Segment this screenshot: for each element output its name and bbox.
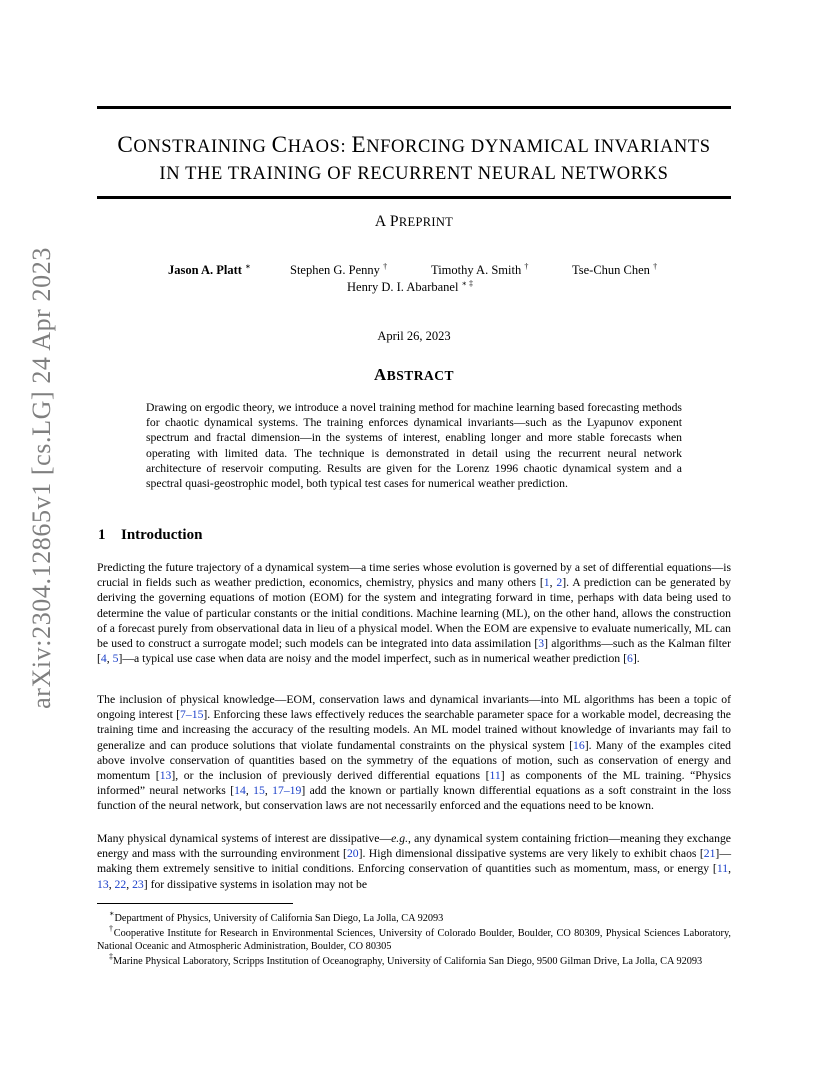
citation-link[interactable]: 22 <box>114 877 127 891</box>
abstract-heading: ABSTRACT <box>374 365 454 384</box>
author-1-marks: ∗ <box>245 262 251 271</box>
citation-link[interactable]: 23 <box>132 877 144 891</box>
author-4-marks: † <box>653 262 658 271</box>
author-3-marks: † <box>524 262 529 271</box>
citation-link[interactable]: 4 <box>100 652 107 666</box>
footnote-3-mark: ‡ <box>109 952 113 961</box>
intro-paragraph-3: Many physical dynamical systems of interest are dissipative—e.g., any dynamical system containing friction—meaning they exchange energy and mass with the surrounding environment [20]. High dimensional dissipative systems are very likely to exhibit chaos [21]—making them extremely sensitive to initial conditions. Enforcing conservation of quantities such as momentum, mass, or energy [11, 13, 22, 23] for dissipative systems in isolation may not be <box>97 832 732 891</box>
abstract-text: Drawing on ergodic theory, we introduce a novel training method for machine learning based forecasting methods for chaotic dynamical systems. The training enforces dynamical invariants—such as the Lyapunov exponent spectrum and fractal dimension—in the systems of interest, enabling longer and more stable forecasts when operating with limited data. The technique is demonstrated in detail using the recurrent neural network architecture of reservoir computing. Results are given for the Lorenz 1996 chaotic dynamical system and a spectral quasi-geostrophic model, both typical test cases for numerical weather prediction. <box>146 401 682 491</box>
footnote-3 <box>97 950 731 968</box>
footnote-rule <box>97 903 293 904</box>
footnote-1-text: Department of Physics, University of California San Diego, La Jolla, CA 92093 <box>114 913 444 924</box>
title-line-2: IN THE TRAINING OF RECURRENT NEURAL NETWORKS <box>159 164 669 184</box>
section-number: 1 <box>98 527 106 543</box>
author-1 <box>168 258 251 279</box>
footnote-2-text: Cooperative Institute for Research in Environmental Sciences, University of Colorado Boulder, Boulder, CO 80309, Physical Sciences Laboratory, National Oceanic and Atmospheric Administration, Boulder, CO 80305 <box>97 928 731 952</box>
citation-link[interactable]: 7–15 <box>180 708 204 722</box>
author-1-name: Jason A. Platt <box>168 263 242 277</box>
citation-link[interactable]: 14 <box>234 784 246 798</box>
title-line-1: CONSTRAINING CHAOS: ENFORCING DYNAMICAL INVARIANTS <box>117 132 711 158</box>
author-5-marks: ∗ ‡ <box>461 279 473 288</box>
author-4-name: Tse-Chun Chen <box>572 263 650 277</box>
citation-link[interactable]: 3 <box>538 637 545 651</box>
citation-link[interactable]: 2 <box>556 576 563 590</box>
title-top-rule <box>97 106 731 109</box>
section-heading <box>98 527 202 544</box>
emphasis-text: e.g. <box>391 832 408 845</box>
author-5-name: Henry D. I. Abarbanel <box>347 280 459 294</box>
citation-link[interactable]: 13 <box>97 877 109 891</box>
footnote-3-text: Marine Physical Laboratory, Scripps Institution of Oceanography, University of California San Diego, 9500 Gilman Drive, La Jolla, CA 92093 <box>113 956 703 967</box>
footnote-2 <box>97 922 731 953</box>
citation-link[interactable]: 21 <box>703 847 716 861</box>
citation-link[interactable]: 11 <box>489 769 501 783</box>
publication-date: April 26, 2023 <box>377 329 451 343</box>
author-5 <box>347 275 473 296</box>
intro-paragraph-2: The inclusion of physical knowledge—EOM, conservation laws and dynamical invariants—into ML algorithms has been a topic of ongoing interest [7–15]. Enforcing these laws effectively reduces the searchable parameter space for a workable model, decreasing the training time and increasing the accuracy of the resulting models. An ML model trained without knowledge of invariants may fail to generalize and can produce solutions that violate fundamental constraints on the physical system [16]. Many of the examples cited above involve conservation of quantities based on the symmetry of the equations of motion, such as conservation of energy and momentum [13], or the inclusion of previously derived differential equations [11] as components of the ML training. “Physics informed” neural networks [14, 15, 17–19] add the known or partially known differential equations as a soft constraint in the loss function of the neural network, but conservation laws are not necessarily enforced and the equations need to be known. <box>97 693 732 813</box>
author-4 <box>572 258 657 279</box>
section-title: Introduction <box>121 527 203 543</box>
preprint-label: A PREPRINT <box>374 213 454 230</box>
intro-paragraph-1: Predicting the future trajectory of a dynamical system—a time series whose evolution is governed by a set of differential equations—is crucial in fields such as weather prediction, economics, chemistry, physics and many others [1, 2]. A prediction can be generated by deriving the governing equations of motion (EOM) for the system and integrating forward in time, perhaps with data being used to determine the value of particular constants or the initial conditions. Machine learning (ML), on the other hand, allows the construction of a forecast purely from observational data in lieu of a physical model. When the EOM are expensive to evaluate numerically, ML can be used to construct a surrogate model; such models can be integrated into data assimilation [3] algorithms—such as the Kalman filter [4, 5]—a typical use case when data are noisy and the model imperfect, such as in numerical weather prediction [6]. <box>97 561 731 666</box>
title-bottom-rule <box>97 196 731 199</box>
citation-link[interactable]: 5 <box>112 652 119 666</box>
author-2-marks: † <box>383 262 388 271</box>
author-3-name: Timothy A. Smith <box>431 263 522 277</box>
author-2-name: Stephen G. Penny <box>290 263 380 277</box>
citation-link[interactable]: 6 <box>626 652 633 666</box>
footnote-2-mark: † <box>109 924 114 933</box>
citation-link[interactable]: 11 <box>716 862 729 876</box>
citation-link[interactable]: 16 <box>573 738 585 752</box>
citation-link[interactable]: 17–19 <box>272 784 302 798</box>
arxiv-identifier: arXiv:2304.12865v1 [cs.LG] 24 Apr 2023 <box>27 247 56 709</box>
citation-link[interactable]: 1 <box>543 576 550 590</box>
citation-link[interactable]: 13 <box>159 769 172 783</box>
footnote-1-mark: ∗ <box>109 909 115 918</box>
citation-link[interactable]: 15 <box>253 784 265 798</box>
citation-link[interactable]: 20 <box>346 847 359 861</box>
paper-title <box>97 132 731 188</box>
